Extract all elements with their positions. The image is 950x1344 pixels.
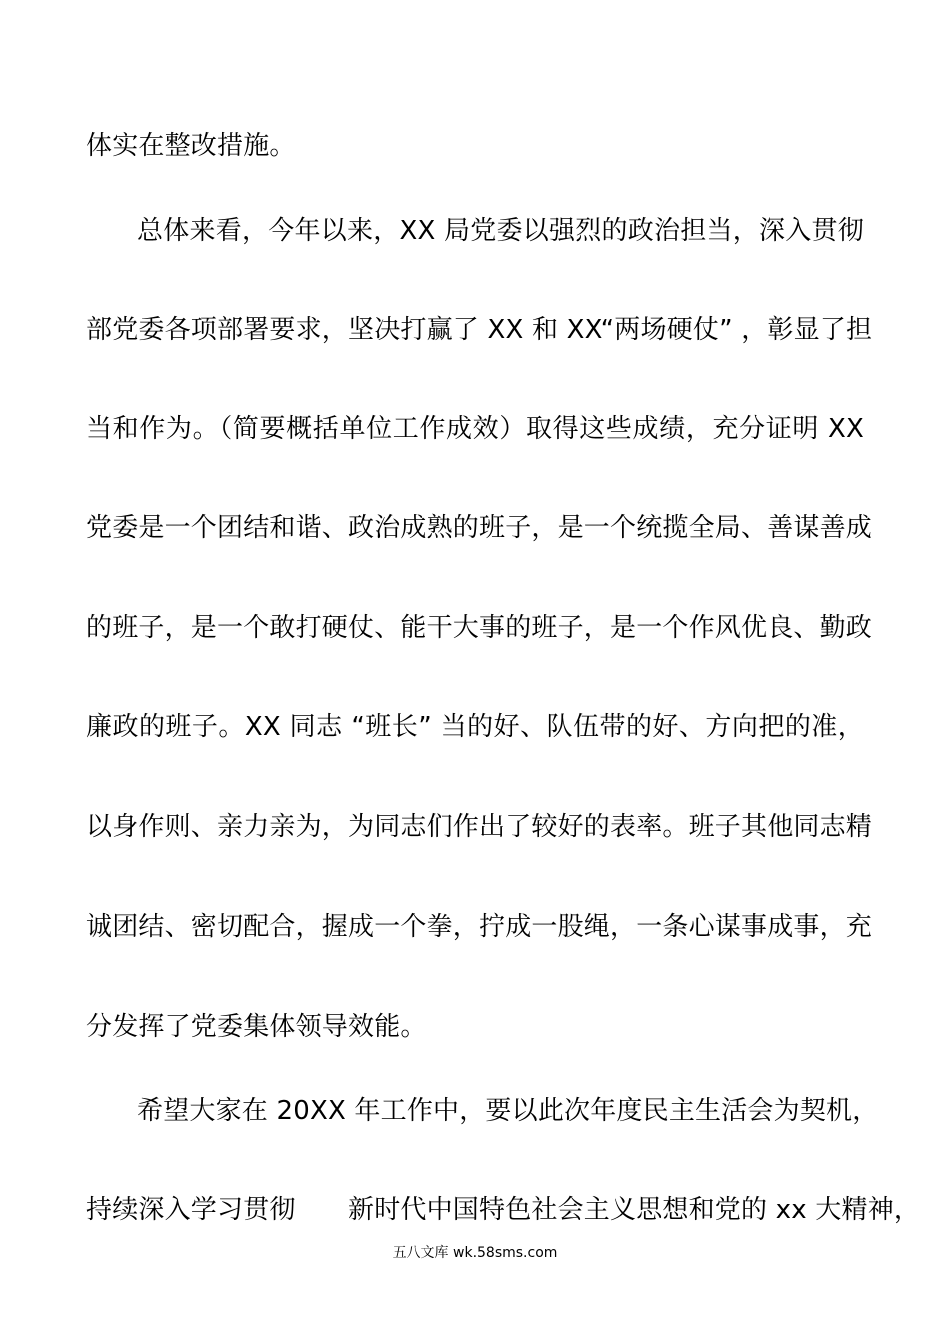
paragraph-line-10: 分发挥了党委集体领导效能。	[86, 1012, 427, 1042]
paragraph-line-12: 持续深入学习贯彻 新时代中国特色社会主义思想和党的 xx 大精神，	[86, 1195, 921, 1225]
paragraph-line-5: 党委是一个团结和谐、政治成熟的班子，是一个统揽全局、善谋善成	[86, 513, 873, 543]
paragraph-line-3: 部党委各项部署要求，坚决打赢了 XX 和 XX“两场硬仗” ，彰显了担	[86, 315, 873, 345]
paragraph-line-2: 总体来看，今年以来，XX 局党委以强烈的政治担当，深入贯彻	[137, 216, 864, 246]
paragraph-line-7: 廉政的班子。XX 同志 “班长” 当的好、队伍带的好、方向把的准，	[86, 712, 864, 742]
paragraph-line-6: 的班子，是一个敢打硬仗、能干大事的班子，是一个作风优良、勤政	[86, 613, 873, 643]
paragraph-line-1: 体实在整改措施。	[86, 131, 296, 161]
page-footer-watermark: 五八文库 wk.58sms.com	[392, 1245, 558, 1261]
paragraph-line-8: 以身作则、亲力亲为，为同志们作出了较好的表率。班子其他同志精	[86, 812, 873, 842]
paragraph-line-9: 诚团结、密切配合，握成一个拳，拧成一股绳，一条心谋事成事，充	[86, 912, 873, 942]
paragraph-line-4: 当和作为。（简要概括单位工作成效）取得这些成绩，充分证明 XX	[86, 414, 864, 444]
paragraph-line-11: 希望大家在 20XX 年工作中，要以此次年度民主生活会为契机，	[137, 1096, 879, 1126]
